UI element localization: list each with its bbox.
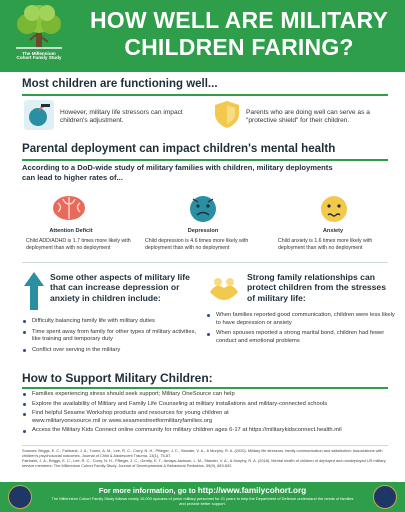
logo-line-2: Cohort Family Study [16,55,62,60]
list-item: Conflict over serving in the military [22,347,200,355]
section-divider [22,159,388,161]
section-divider [22,445,388,446]
source-citation-1: Sources: Briggs, E. C., Fairbank, J. A., Tunno, A. M., Lee, R. C., Corry, N. H., Pflieger, J. C., Stander, V. A., & Murphy, R. A. (2020). Military life stressors, family communication and satisfaction: Associations with children's psychosocial outcomes. Journal of Child & Adolescent Trauma, 13(1), 75-87. [22,448,383,459]
page-title [78,7,400,61]
navy-seal-icon [373,485,397,509]
title-line-2: CHILDREN FARING? [124,34,354,60]
subheading-line-1: According to a DoD-wide study of military families with children, military deployments [22,163,333,172]
tree-icon [10,2,68,52]
support-list [22,391,392,437]
depression-label: Depression [187,228,219,234]
anxiety-note: Child anxiety is 1.6 times more likely with deployment than with no deployment [278,238,373,251]
list-item: Difficulty balancing family life with military duties [22,318,200,326]
study-logo [6,2,72,70]
child-head-icon [24,100,54,130]
footer-description: The Millennium Cohort Family Study follows nearly 10,000 spouses of junior military personnel for 21 years to help the Department of Defense understand the needs of families and provide better support. [51,496,354,506]
list-item: Find helpful Sesame Workshop products and resources for young children at www.militaryonesource.mil or www.sesamestreetformilitaryfamilies.org [22,410,292,425]
section-functioning-heading: Most children are functioning well... [22,78,218,90]
deployment-subheading [22,163,392,183]
risk-factor-list [22,318,200,357]
protective-factor-list [206,312,396,348]
header-banner [0,0,405,72]
depression-note: Child depression is 4.6 times more likely with deployment than with no deployment [145,238,249,251]
anxiety-face-icon [316,193,352,223]
depression-face-icon [185,193,221,223]
footer-info [40,486,365,495]
list-item: When spouses reported a strong marital bond, children had fewer conduct and emotional problems [206,330,396,345]
list-item: Time spent away from family for other types of military activities, like training and temporary duty [22,329,200,344]
arrow-up-icon [24,272,44,310]
family-hands-icon [206,274,242,302]
section-divider [22,94,388,96]
source-citation-2: Fairbank, J. A., Briggs, E. C., Lee, R. C., Corry, N. H., Pflieger, J. C., Gerrity, E. T., Amaya-Jackson, L. M., Stander, V. A., & Murphy, R. A. (2018). Mental health of children of deployed and nondeployed US military service members: The Millennium Cohort Family Study. Journal of Developmental & Behavioral Pediatrics, 39(9), 683-692. [22,458,386,469]
section-divider [22,262,388,263]
list-item: Access the Military Kids Connect online community for military children ages 6-17 at https://militarykidsconnect.health.mil [22,427,392,435]
list-item: When families reported good communication, children were less likely to have depression or anxiety [206,312,396,327]
protective-shield-text: Parents who are doing well can serve as a "protective shield" for their children. [246,109,370,125]
list-item: Families experiencing stress should seek support; Military OneSource can help [22,391,392,399]
attention-deficit-note: Child ADD/ADHD is 1.7 times more likely with deployment than with no deployment [26,238,131,251]
footer-banner [0,482,405,512]
dod-seal-icon [8,485,32,509]
subheading-line-2: can lead to higher rates of... [22,173,123,182]
sources [22,448,388,468]
increase-risk-title: Some other aspects of military life that can increase depression or anxiety in children include: [50,272,190,303]
anxiety-label: Anxiety [322,228,344,234]
support-heading: How to Support Military Children: [22,371,213,385]
section-divider [22,387,388,389]
footer-link[interactable]: http://www.familycohort.org [197,486,307,495]
stressors-text: However, military life stressors can impact children's adjustment. [60,109,183,125]
attention-deficit-label: Attention Deficit [49,228,93,234]
brain-icon [50,193,88,223]
protect-title: Strong family relationships can protect children from the stresses of military life: [247,272,386,303]
list-item: Explore the availability of Military and Family Life Counseling at military installations and military-connected schools [22,401,392,409]
footer-prefix: For more information, go to [98,486,198,495]
title-line-1: HOW WELL ARE MILITARY [89,7,389,33]
logo-line-1: The Millennium [22,51,56,56]
section-deployment-heading: Parental deployment can impact children's mental health [22,142,336,155]
shield-icon [212,99,242,129]
